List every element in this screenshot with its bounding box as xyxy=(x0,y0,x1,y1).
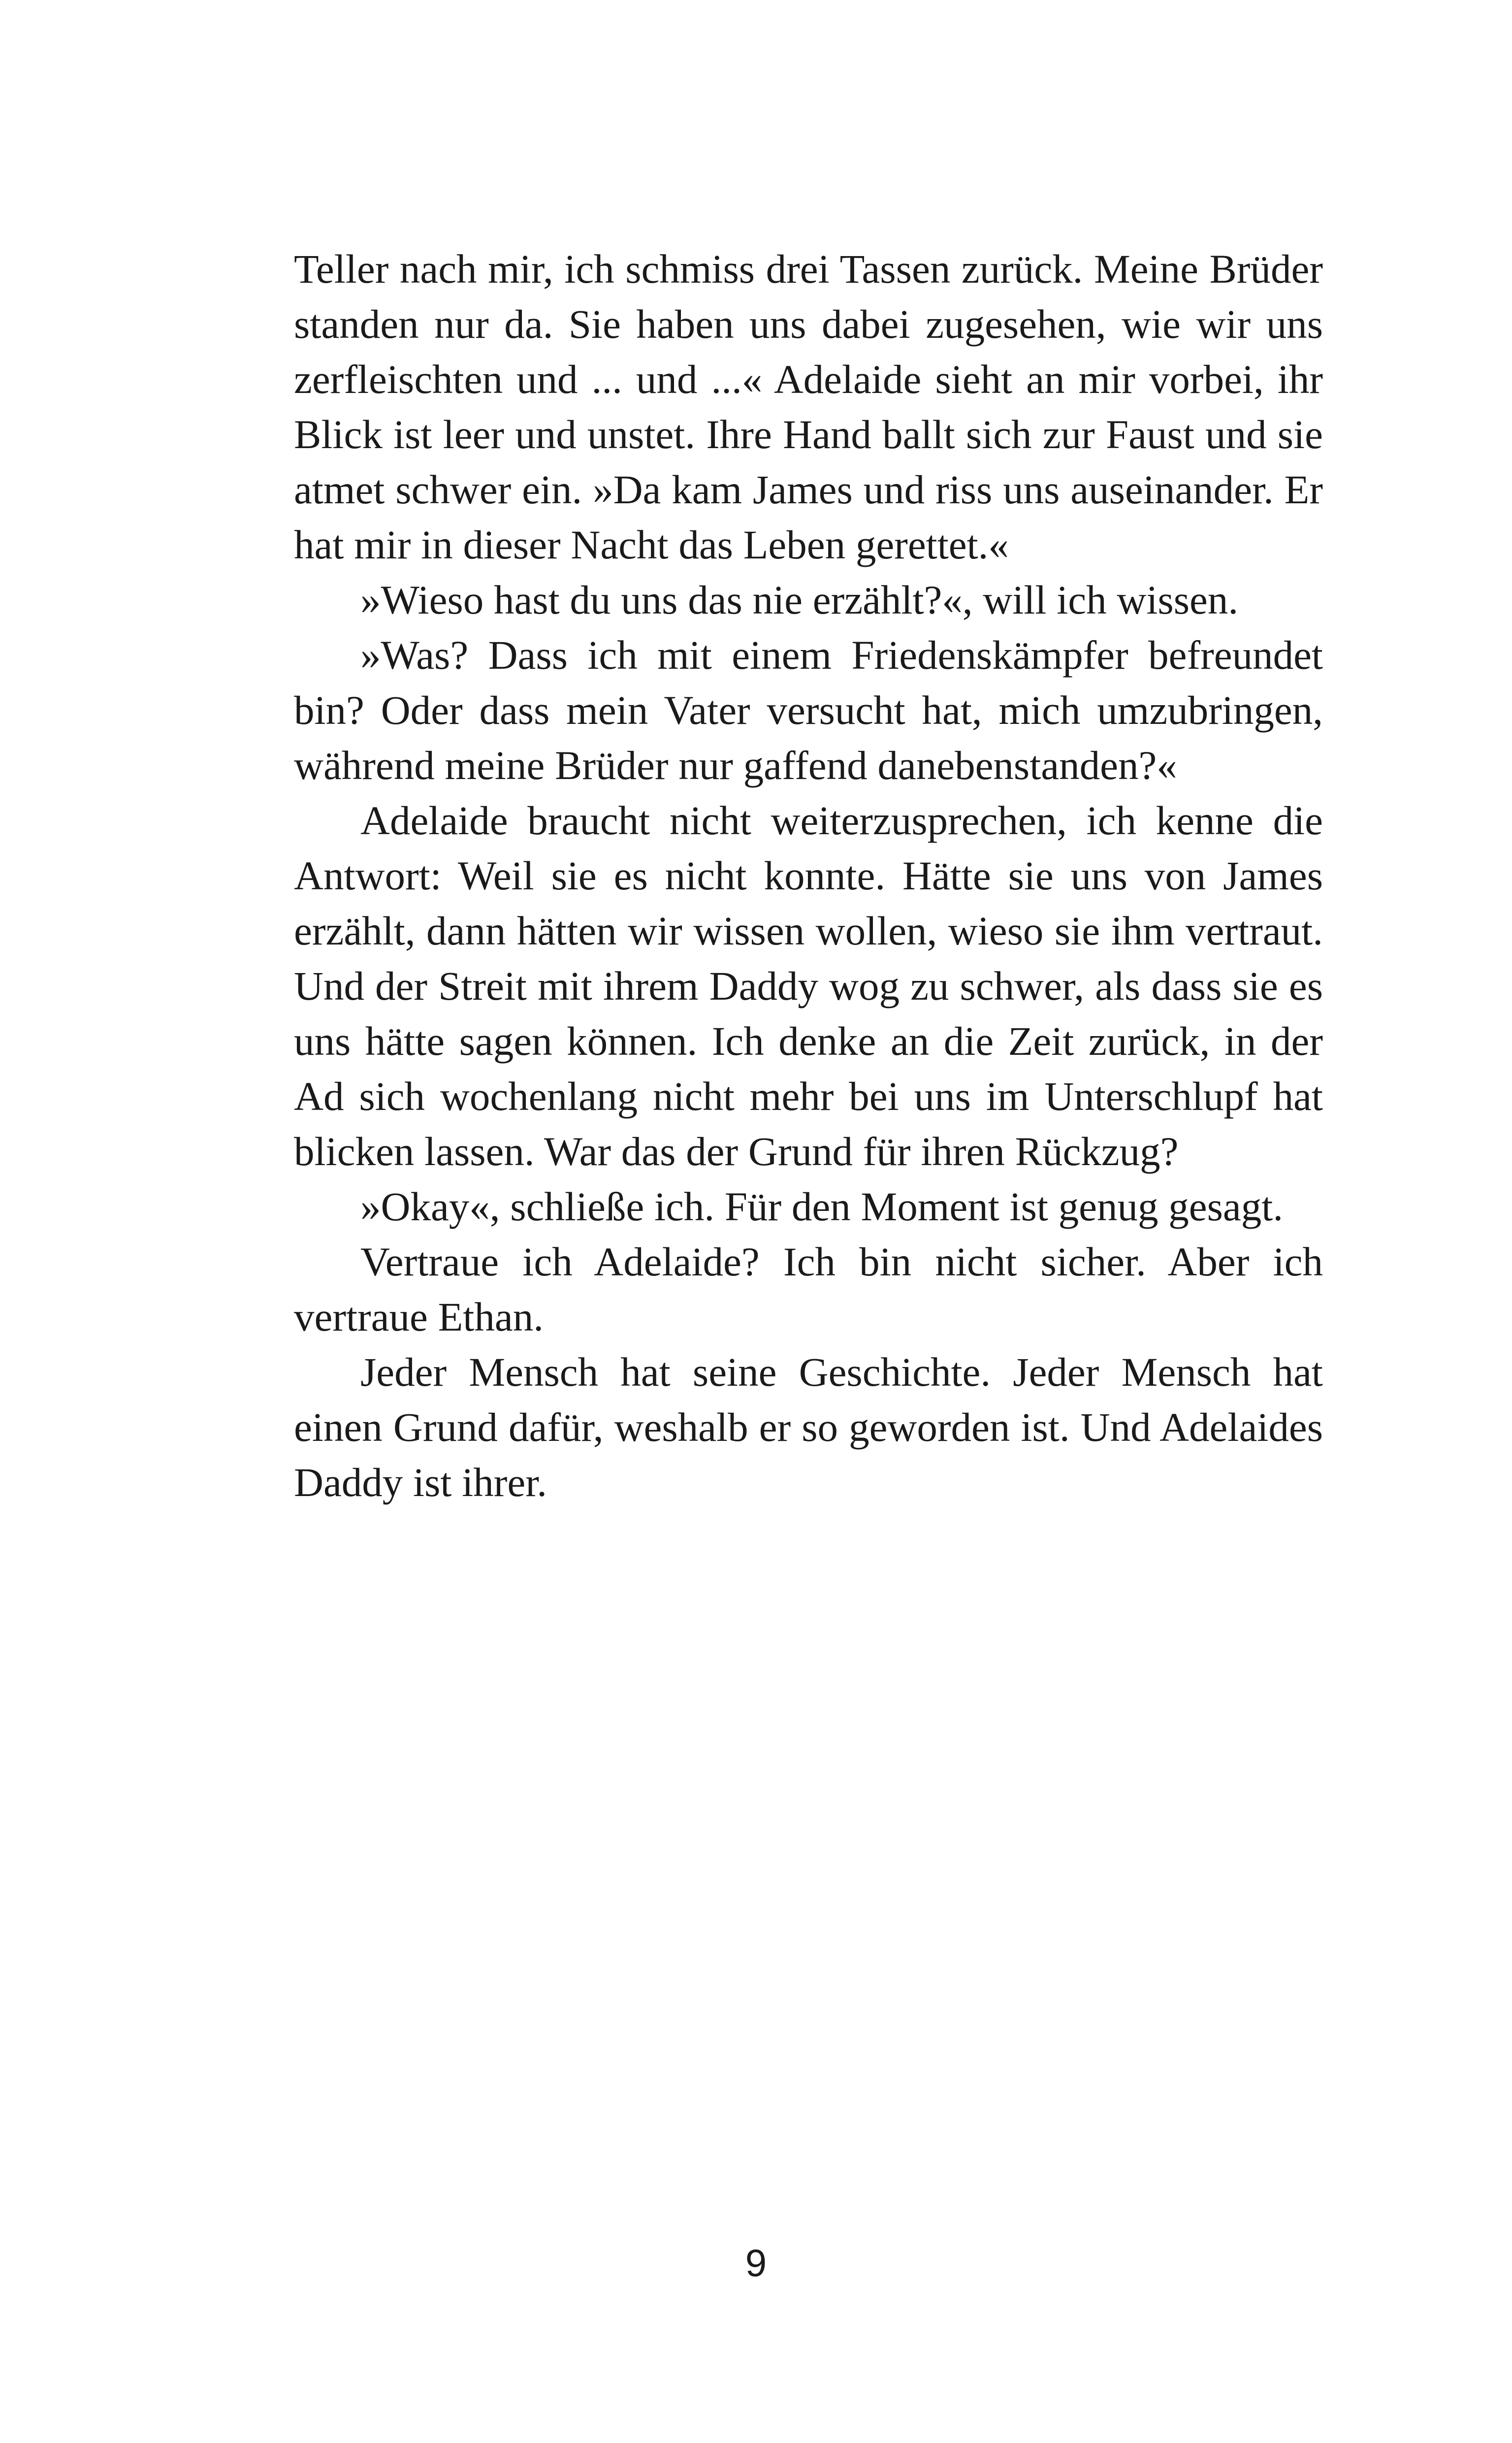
body-text xyxy=(294,241,1323,1510)
paragraph-2: »Wieso hast du uns das nie erzählt?«, will ich wissen. xyxy=(360,577,1239,622)
page-number: 9 xyxy=(745,2241,767,2284)
paragraph-6: Vertraue ich Adelaide? Ich bin nicht sicher. Aber ich vertraue Ethan. xyxy=(294,1239,1323,1339)
paragraph-1: Teller nach mir, ich schmiss drei Tassen zurück. Meine Brüder standen nur da. Sie haben uns dabei zugesehen, wie wir uns zerfleischten und ... und ...« Adelaide sieht an mir vorbei, ihr Blick ist leer und unstet. Ihre Hand ballt sich zur Faust und sie atmet schwer ein. »Da kam James und riss uns auseinander. Er hat mir in dieser Nacht das Leben gerettet.« xyxy=(294,246,1323,567)
paragraph-3: »Was? Dass ich mit einem Friedenskämpfer befreundet bin? Oder dass mein Vater versucht hat, mich umzubringen, während meine Brüder nur gaffend danebenstanden?« xyxy=(294,632,1323,788)
paragraph-4: Adelaide braucht nicht weiterzusprechen, ich kenne die Antwort: Weil sie es nicht konnte. Hätte sie uns von James erzählt, dann hätten wir wissen wollen, wieso sie ihm vertraut. Und der Streit mit ihrem Daddy wog zu schwer, als dass sie es uns hätte sagen können. Ich denke an die Zeit zurück, in der Ad sich wochenlang nicht mehr bei uns im Unterschlupf hat blicken lassen. War das der Grund für ihren Rückzug? xyxy=(294,798,1323,1174)
paragraph-7: Jeder Mensch hat seine Geschichte. Jeder Mensch hat einen Grund dafür, weshalb er so geworden ist. Und Adelaides Daddy ist ihrer. xyxy=(294,1349,1323,1505)
paragraph-5: »Okay«, schließe ich. Für den Moment ist genug gesagt. xyxy=(360,1184,1284,1229)
